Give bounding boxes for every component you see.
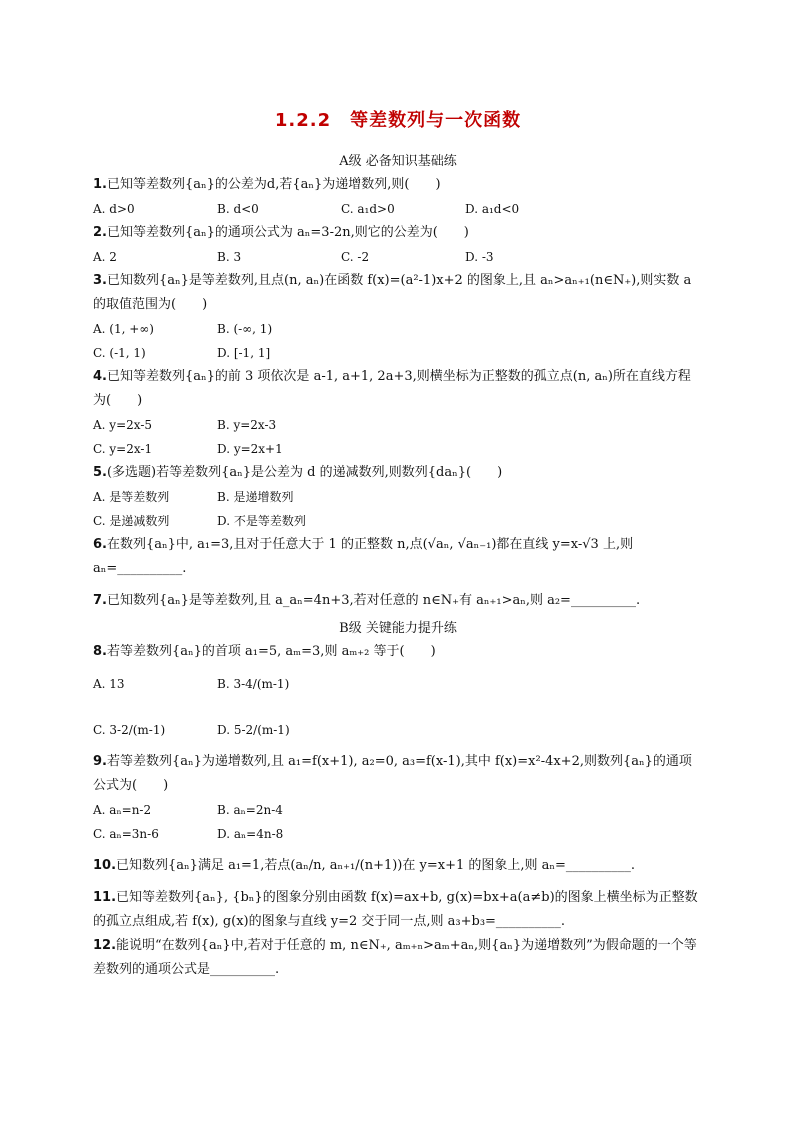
- worksheet-page: [93, 100, 703, 982]
- question-text: 已知数列{aₙ}满足 a₁=1,若点(aₙ/n, aₙ₊₁/(n+1))在 y=x+1 的图象上,则 aₙ=__________.: [116, 858, 636, 873]
- option-d: D. [-1, 1]: [217, 346, 271, 360]
- question-text: 已知数列{aₙ}是等差数列,且点(n, aₙ)在函数 f(x)=(a²-1)x+2 的图象上,且 aₙ>aₙ₊₁(n∈N₊),则实数 a 的取值范围为( ): [93, 273, 692, 312]
- question-4: [93, 365, 703, 413]
- question-text: 已知等差数列{aₙ}的通项公式为 aₙ=3-2n,则它的公差为( ): [106, 225, 469, 240]
- options-1: [93, 197, 703, 221]
- question-text: 若等差数列{aₙ}的首项 a₁=5, aₘ=3,则 aₘ₊₂ 等于( ): [106, 644, 436, 659]
- question-2: [93, 221, 703, 245]
- question-number: 4.: [93, 369, 107, 384]
- question-number: 12.: [93, 938, 117, 953]
- question-3: [93, 269, 703, 317]
- option-b: B. aₙ=2n-4: [217, 803, 283, 817]
- option-c: C. 3-2/(m-1): [93, 723, 166, 737]
- question-number: 7.: [93, 593, 107, 608]
- question-text: 在数列{aₙ}中, a₁=3,且对于任意大于 1 的正整数 n,点(√aₙ, √aₙ₋₁)都在直线 y=x-√3 上,则 aₙ=__________.: [93, 537, 634, 576]
- question-9: [93, 750, 703, 798]
- options-5: [93, 485, 703, 533]
- question-12: [93, 934, 703, 982]
- option-c: C. 是递减数列: [93, 514, 170, 528]
- question-6: [93, 533, 703, 581]
- option-a: A. 2: [93, 250, 117, 264]
- option-b: B. y=2x-3: [217, 418, 277, 432]
- question-text: 能说明“在数列{aₙ}中,若对于任意的 m, n∈N₊, aₘ₊ₙ>aₘ+aₙ,则{aₙ}为递增数列”为假命题的一个等差数列的通项公式是__________.: [93, 938, 697, 977]
- option-d: D. -3: [465, 250, 494, 264]
- option-d: D. aₙ=4n-8: [217, 827, 284, 841]
- option-b: B. 是递增数列: [217, 490, 294, 504]
- options-3: [93, 317, 703, 365]
- question-number: 9.: [93, 754, 107, 769]
- question-text: 已知等差数列{aₙ}的前 3 项依次是 a-1, a+1, 2a+3,则横坐标为正整数的孤立点(n, aₙ)所在直线方程为( ): [93, 369, 691, 408]
- question-7: [93, 589, 703, 613]
- option-d: D. a₁d<0: [465, 202, 520, 216]
- question-number: 10.: [93, 858, 117, 873]
- question-number: 11.: [93, 890, 117, 905]
- question-number: 1.: [93, 177, 107, 192]
- question-number: 3.: [93, 273, 107, 288]
- question-number: 8.: [93, 644, 107, 659]
- question-8: [93, 640, 703, 664]
- options-8: [93, 672, 703, 696]
- level-b-heading: B级 关键能力提升练: [339, 621, 457, 636]
- option-a: A. aₙ=n-2: [93, 803, 152, 817]
- options-4: [93, 413, 703, 461]
- options-2: [93, 245, 703, 269]
- option-c: C. aₙ=3n-6: [93, 827, 159, 841]
- option-c: C. a₁d>0: [341, 202, 395, 216]
- question-10: [93, 854, 703, 878]
- option-b: B. (-∞, 1): [217, 322, 273, 336]
- option-d: D. 不是等差数列: [217, 514, 306, 528]
- options-9: [93, 798, 703, 846]
- option-b: B. 3-4/(m-1): [217, 677, 290, 691]
- question-1: [93, 173, 703, 197]
- question-number: 2.: [93, 225, 107, 240]
- option-d: D. y=2x+1: [217, 442, 283, 456]
- question-text: 已知数列{aₙ}是等差数列,且 a_aₙ=4n+3,若对任意的 n∈N₊有 aₙ₊₁>aₙ,则 a₂=__________.: [106, 593, 641, 608]
- question-text: (多选题)若等差数列{aₙ}是公差为 d 的递减数列,则数列{daₙ}( ): [106, 465, 503, 480]
- question-number: 6.: [93, 537, 107, 552]
- question-number: 5.: [93, 465, 107, 480]
- option-a: A. y=2x-5: [93, 418, 153, 432]
- option-a: A. 13: [93, 677, 125, 691]
- question-11: [93, 886, 703, 934]
- question-text: 若等差数列{aₙ}为递增数列,且 a₁=f(x+1), a₂=0, a₃=f(x-1),其中 f(x)=x²-4x+2,则数列{aₙ}的通项公式为( ): [93, 754, 692, 793]
- option-c: C. -2: [341, 250, 370, 264]
- question-text: 已知等差数列{aₙ}, {bₙ}的图象分别由函数 f(x)=ax+b, g(x)=bx+a(a≠b)的图象上横坐标为正整数的孤立点组成,若 f(x), g(x)的图象与直线 y=2 交于同一点,则 a₃+b₃=__________.: [93, 890, 698, 929]
- option-d: D. 5-2/(m-1): [217, 723, 290, 737]
- option-a: A. (1, +∞): [93, 322, 154, 336]
- level-a-heading: A级 必备知识基础练: [339, 154, 457, 169]
- option-c: C. (-1, 1): [93, 346, 146, 360]
- options-8-row2: [93, 718, 703, 742]
- page-title: 1.2.2 等差数列与一次函数: [274, 110, 522, 131]
- option-b: B. d<0: [217, 202, 259, 216]
- question-text: 已知等差数列{aₙ}的公差为d,若{aₙ}为递增数列,则( ): [106, 177, 441, 192]
- option-a: A. d>0: [93, 202, 135, 216]
- option-c: C. y=2x-1: [93, 442, 153, 456]
- question-5: [93, 461, 703, 485]
- option-a: A. 是等差数列: [93, 490, 170, 504]
- option-b: B. 3: [217, 250, 242, 264]
